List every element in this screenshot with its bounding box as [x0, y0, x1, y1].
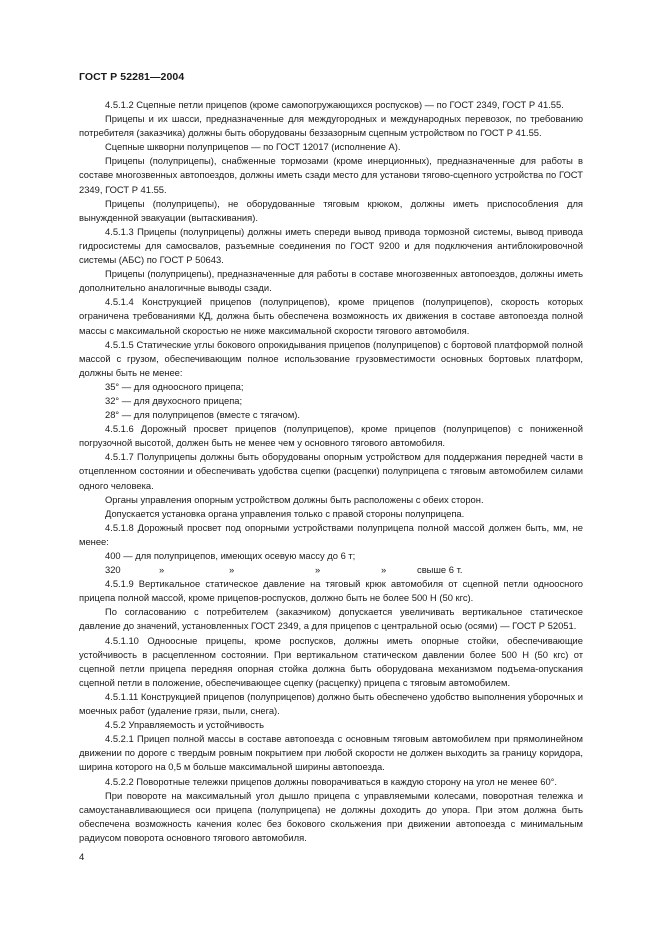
list-item: 32° — для двухосного прицепа; [105, 394, 243, 406]
paragraph: 4.5.1.4 Конструкцией прицепов (полуприцепов), кроме прицепов (полуприцепов), скорость которых ограничена требованиями КД, должна быть обеспечена возможность их движения в составе автопоезда полной массы с максимальной скоростью не ниже максимальной скорости тягового автомобиля. [79, 296, 583, 336]
ditto-mark: » [315, 564, 321, 576]
section-heading: 4.5.2 Управляемость и устойчивость [105, 719, 264, 731]
paragraph: 4.5.1.11 Конструкцией прицепов (полуприцепов) должно быть обеспечено удобство выполнения уборочных и моечных работ (удаление грязи, пыли, снега). [79, 690, 583, 717]
paragraph: 4.5.1.3 Прицепы (полуприцепы) должны иметь спереди вывод привода тормозной системы, вывод привода гидросистемы для самосвалов, разъемные соединения по ГОСТ 9200 и для подключения антиблокировочной системы (АБС) по ГОСТ Р 50643. [79, 225, 583, 266]
row-value: 320 [105, 564, 121, 576]
paragraph: 4.5.1.6 Дорожный просвет прицепов (полуприцепов), кроме прицепов (полуприцепов) с пониженной погрузочной высотой, должен быть не менее чем у основного тягового автомобиля. [79, 423, 583, 449]
list-item: 35° — для одноосного прицепа; [105, 380, 244, 392]
ditto-mark: » [159, 564, 165, 576]
paragraph: 4.5.1.10 Одноосные прицепы, кроме роспусков, должны иметь опорные стойки, обеспечивающие устойчивость в расцепленном состоянии. При вертикальном статическом давлении более 500 Н (50 кгс) от сцепной петли прицепа передняя опорная стойка должна быть оборудована механизмом подъема-опускания сцепной петли в положение, обеспечивающее сцепку (расцепку) прицепа с тяговым автомобилем. [79, 634, 583, 688]
row-text: свыше 6 т. [417, 564, 463, 576]
list-item: 400 — для полуприцепов, имеющих осевую массу до 6 т; [105, 550, 356, 561]
paragraph: 4.5.2.2 Поворотные тележки прицепов должны поворачиваться в каждую сторону на угол не менее 60°. [105, 775, 558, 787]
paragraph: 4.5.2.1 Прицеп полной массы в составе автопоезда с основным тяговым автомобилем при прямолинейном движении по дороге с твердым ровным покрытием при любой скорости не должен выходить за границу коридора, ширина которого на 0,5 м больше максимальной ширины автопоезда. [79, 733, 583, 773]
paragraph: При повороте на максимальный угол дышло прицепа с управляемыми колесами, поворотная тележка и самоустанавливающиеся оси прицепа (полуприцепа) не должны доходить до упора. При этом должна быть обеспечена возможность качения колес без бокового скольжения при движении автопоезда с минимальным радиусом поворота основного тягового автомобиля. [79, 789, 583, 843]
ditto-mark: » [381, 564, 387, 576]
paragraph: 4.5.1.9 Вертикальное статическое давление на тяговый крюк автомобиля от сцепной петли одноосного прицепа полной массой, кроме прицепов-роспусков, должно быть не более 500 Н (50 кгс). [79, 578, 583, 604]
paragraph: Прицепы (полуприцепы), предназначенные для работы в составе многозвенных автопоездов, должны иметь дополнительно аналогичные выводы сзади. [79, 268, 583, 294]
paragraph: Допускается установка органа управления только с правой стороны полуприцепа. [105, 507, 465, 519]
ditto-mark: » [229, 564, 235, 576]
page-number: 4 [79, 852, 85, 863]
document-body [79, 98, 583, 845]
list-item: 28° — для полуприцепов (вместе с тягачом). [105, 409, 301, 421]
paragraph: Прицепы (полуприцепы), не оборудованные тяговым крюком, должны иметь приспособления для вынужденной эвакуации (вытаскивания). [79, 197, 583, 223]
paragraph: 4.5.1.8 Дорожный просвет под опорными устройствами полуприцепа полной массой должен быть, мм, не менее: [79, 521, 583, 547]
paragraph: 4.5.1.5 Статические углы бокового опрокидывания прицепов (полуприцепов) с бортовой платформой полной массой с грузом, обеспечивающим полное использование грузовместимости основных бортовых платформ, должны быть не менее: [79, 338, 583, 378]
paragraph: 4.5.1.7 Полуприцепы должны быть оборудованы опорным устройством для поддержания передней части в отцепленном состоянии и обеспечивать удобства сцепки (расцепки) полуприцепа с тяговым автомобилем силами одного человека. [79, 451, 583, 491]
paragraph: Сцепные шкворни полуприцепов — по ГОСТ 12017 (исполнение А). [105, 141, 401, 153]
paragraph: Прицепы (полуприцепы), снабженные тормозами (кроме инерционных), предназначенные для работы в составе многозвенных автопоездов, должны иметь сзади место для установи тягово-сцепного устройства по ГОСТ 2349, ГОСТ Р 41.55. [79, 155, 583, 195]
paragraph: Органы управления опорным устройством должны быть расположены с обеих сторон. [105, 493, 484, 505]
paragraph: 4.5.1.2 Сцепные петли прицепов (кроме самопогружающихся роспусков) — по ГОСТ 2349, ГОСТ Р 41.55. [105, 99, 564, 110]
paragraph: Прицепы и их шасси, предназначенные для междугородных и международных перевозок, по требованию потребителя (заказчика) должны быть оборудованы беззазорным сцепным устройством по ГОСТ Р 41.55. [79, 113, 583, 139]
paragraph: По согласованию с потребителем (заказчиком) допускается увеличивать вертикальное статическое давление до значений, установленных ГОСТ 2349, а для прицепов с центральной осью (осями) — ГОСТ Р 52051. [79, 606, 583, 632]
list-item-320 [79, 563, 583, 577]
document-header: ГОСТ Р 52281—2004 [79, 71, 185, 83]
